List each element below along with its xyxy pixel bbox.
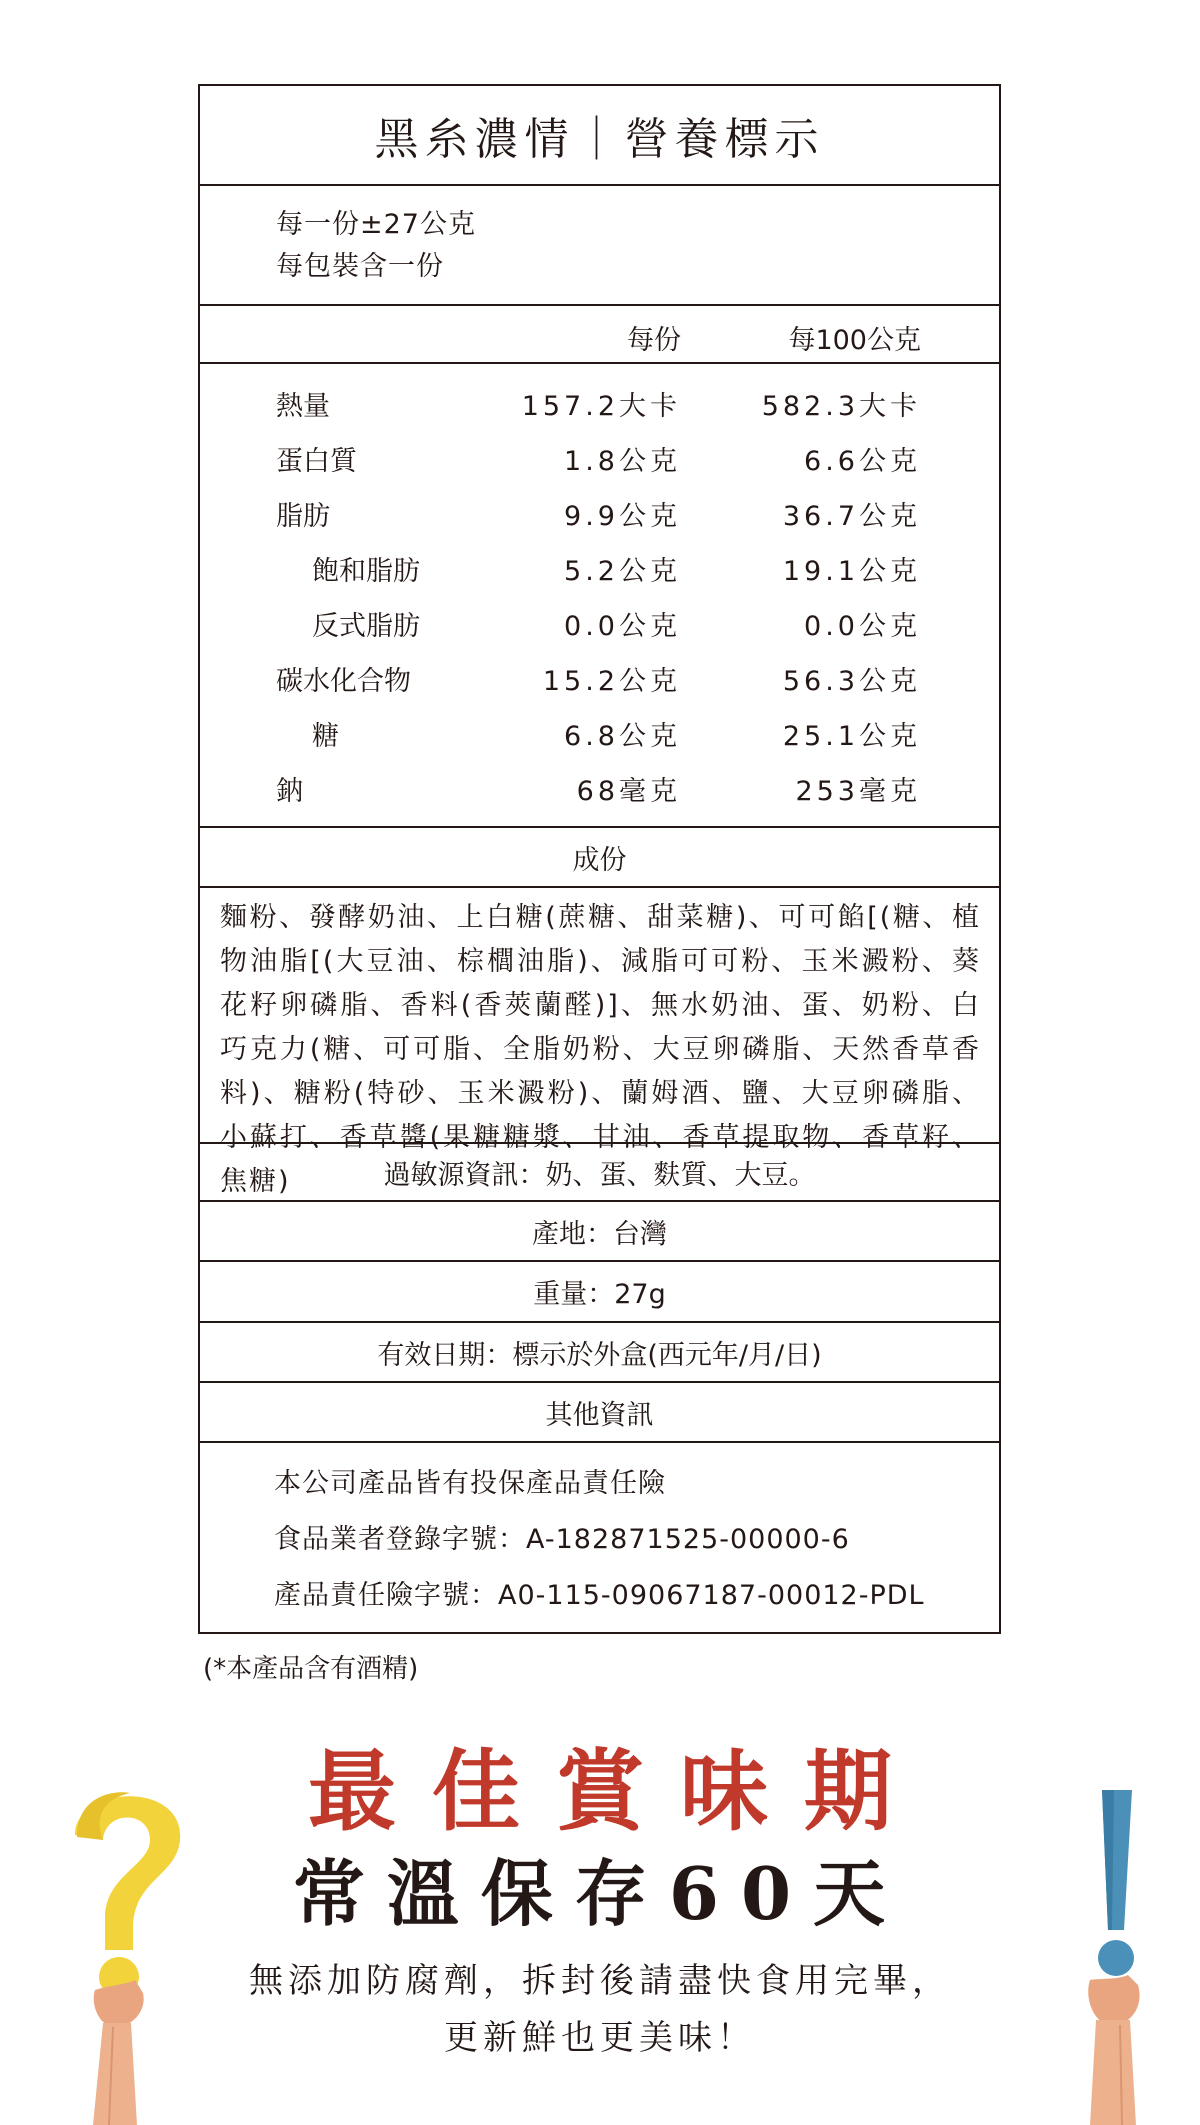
other-info-heading: 其他資訊 [200,1383,999,1443]
storage-duration: 常溫保存60天 [292,1851,908,1936]
nutrient-table [200,364,999,828]
nutrient-per-100g: 253毫克 [795,776,921,807]
nutrient-per-serving: 6.8公克 [564,721,681,752]
serving-size: 每一份±27公克 [276,209,476,240]
nutrient-per-100g: 19.1公克 [782,556,921,587]
nutrient-per-100g: 582.3大卡 [761,391,921,422]
nutrient-name: 反式脂肪 [312,611,420,642]
ingredients-text: 麵粉、發酵奶油、上白糖(蔗糖、甜菜糖)、可可餡[(糖、植物油脂[(大豆油、棕櫚油脂)、減脂可可粉、玉米澱粉、葵花籽卵磷脂、香料(香莢蘭醛)]、無水奶油、蛋、奶粉、白巧克力(糖、可可脂、全脂奶粉、大豆卵磷脂、天然香草香料)、糖粉(特砂、玉米澱粉)、蘭姆酒、鹽、大豆卵磷脂、小蘇打、香草醬(果糖糖漿、甘油、香草提取物、香草籽、焦糖) [220,902,981,1197]
weight-info: 重量：27g [200,1262,999,1323]
preservative-note-line1: 無添加防腐劑，拆封後請盡快食用完畢， [249,1961,951,2001]
registration-number: 食品業者登錄字號：A-182871525-00000-6 [274,1524,850,1555]
servings-per-pack: 每包裝含一份 [276,251,444,282]
nutrient-per-serving: 5.2公克 [564,556,681,587]
origin-info: 產地：台灣 [200,1202,999,1262]
nutrient-row [200,431,999,486]
nutrient-name: 飽和脂肪 [312,556,420,587]
col-per-100g: 每100公克 [788,325,921,356]
insurance-line: 本公司產品皆有投保產品責任險 [274,1468,666,1499]
alcohol-note: (*本產品含有酒精) [203,1654,419,1684]
nutrient-per-100g: 56.3公克 [782,666,921,697]
nutrient-row [200,651,999,706]
serving-info [200,186,999,306]
nutrient-row [200,596,999,651]
nutrient-per-100g: 36.7公克 [782,501,921,532]
nutrition-label [198,84,1001,1634]
nutrient-per-serving: 0.0公克 [564,611,681,642]
column-headers [200,306,999,364]
nutrient-row [200,761,999,816]
nutrient-name: 糖 [312,721,339,752]
nutrient-per-serving: 15.2公克 [542,666,681,697]
allergen-info: 過敏源資訊：奶、蛋、麩質、大豆。 [200,1144,999,1202]
best-before-title: 最佳賞味期 [307,1739,928,1843]
nutrient-per-100g: 25.1公克 [782,721,921,752]
nutrient-per-serving: 9.9公克 [564,501,681,532]
preservative-note-line2: 更新鮮也更美味！ [444,2018,756,2058]
nutrient-per-serving: 157.2大卡 [521,391,681,422]
nutrient-name: 鈉 [276,776,303,807]
nutrient-name: 蛋白質 [276,446,357,477]
label-title: 黑糸濃情｜營養標示 [200,86,999,186]
exclamation-mark-sign-icon [1050,1780,1180,2125]
nutrient-row [200,486,999,541]
nutrient-per-100g: 6.6公克 [804,446,921,477]
other-info-section [200,1443,999,1632]
col-per-serving: 每份 [627,325,681,356]
nutrient-per-serving: 1.8公克 [564,446,681,477]
nutrient-row [200,706,999,761]
insurance-number: 產品責任險字號：A0-115-09067187-00012-PDL [274,1580,925,1611]
nutrient-per-serving: 68毫克 [576,776,681,807]
nutrient-name: 熱量 [276,391,330,422]
question-mark-sign-icon [55,1765,195,2125]
nutrient-row [200,541,999,596]
nutrient-name: 脂肪 [276,501,330,532]
ingredients-heading: 成份 [200,828,999,888]
nutrient-row [200,376,999,431]
expiry-info: 有效日期：標示於外盒(西元年/月/日) [200,1323,999,1383]
nutrient-per-100g: 0.0公克 [804,611,921,642]
nutrient-name: 碳水化合物 [276,666,411,697]
